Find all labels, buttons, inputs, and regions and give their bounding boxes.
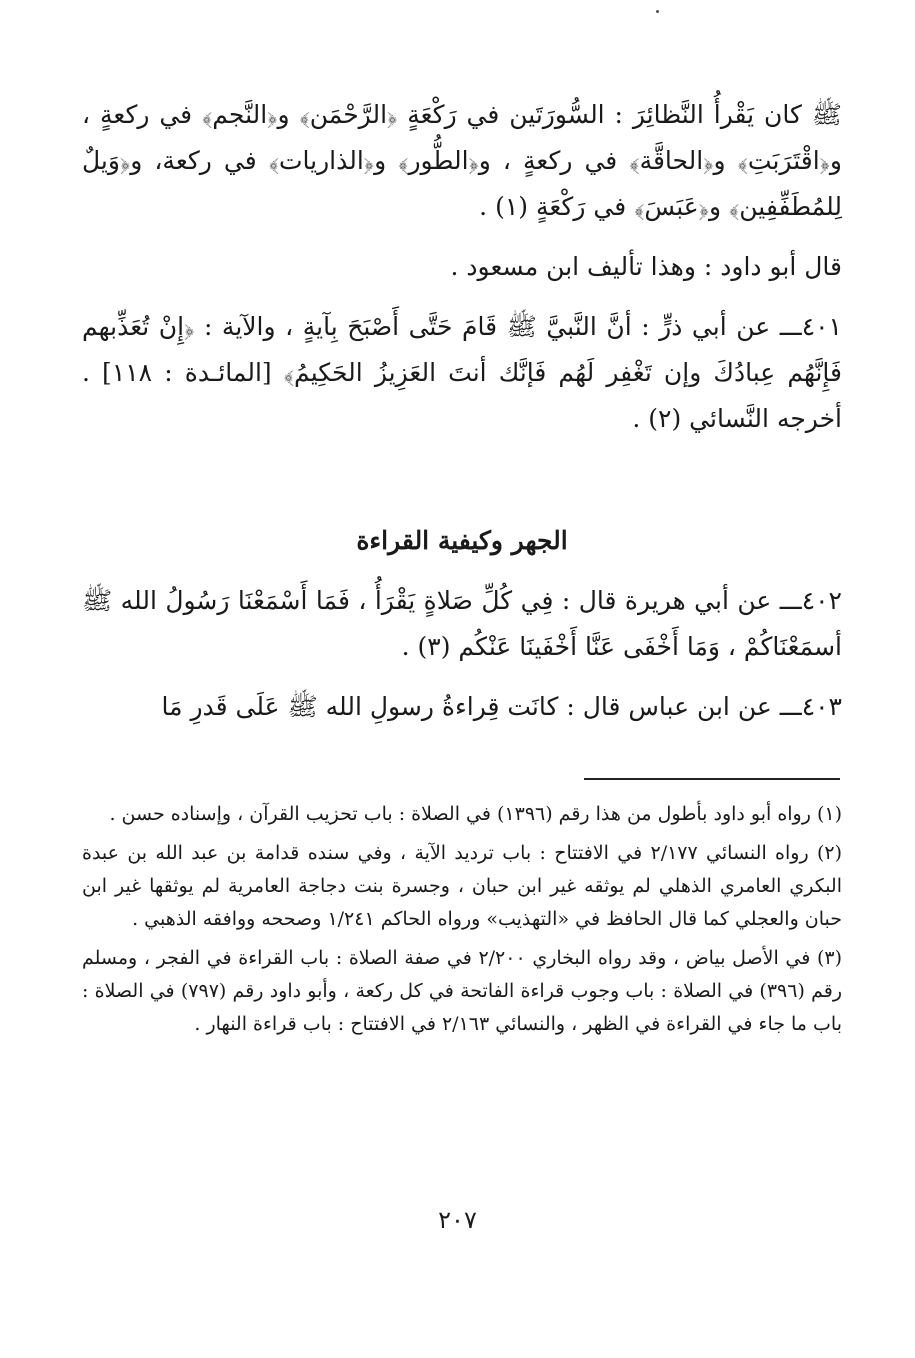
section-text [82,578,842,730]
footnote-2: (٢) رواه النسائي ٢/١٧٧ في الافتتاح : باب ترديد الآية ، وفي سنده قدامة بن عبد الله بن عبدة البكري العامري الذهلي لم يوثقه غير ابن حبان ، وجسرة بنت دجاجة العامرية لم يوثقها غير ابن حبان والعجلي كما قال الحافظ في «التهذيب» ورواه الحاكم ١/٢٤١ وصححه ووافقه الذهبي . [82,842,842,930]
main-text [82,92,842,442]
footnote-3: (٣) في الأصل بياض ، وقد رواه البخاري ٢/٢٠٠ في صفة الصلاة : باب القراءة في الفجر ، ومسلم رقم (٣٩٦) في الصلاة : باب وجوب قراءة الفاتحة في كل ركعة ، وأبو داود رقم (٧٩٧) في الصلاة : باب ما جاء في القراءة في الظهر ، والنسائي ٢/١٦٣ في الافتتاح : باب قراءة النهار . [82,947,843,1035]
hadith-403: ٤٠٣ـــ عن ابن عباس قال : كانَت قِراءةُ رسولِ الله ﷺ عَلَى قَدرِ مَا [161,692,842,721]
section-heading: الجهر وكيفية القراءة [356,526,568,555]
footnote-1: (١) رواه أبو داود بأطول من هذا رقم (١٣٩٦) في الصلاة : باب تحزيب القرآن ، وإسناده حسن . [109,803,842,825]
page-number: ٢٠٧ [438,1206,477,1234]
paragraph-continuation: ﷺ كان يَقْرأُ النَّظائِرَ : السُّورَتَين في رَكْعَةٍ ﴿الرَّحْمَن﴾ و﴿النَّجم﴾ في ركعةٍ ، و﴿اقْتَرَبَتِ﴾ و﴿الحاقَّة﴾ في ركعةٍ ، و﴿الطُّور﴾ و﴿الذاريات﴾ في ركعة، و﴿وَيلٌ لِلمُطَفِّفِين﴾ و﴿عَبَسَ﴾ في رَكْعَةٍ (١) . [82,100,842,221]
hadith-401: ٤٠١ـــ عن أبي ذرٍّ : أنَّ النَّبيَّ ﷺ قَامَ حَتَّى أَصْبَحَ بِآيةٍ ، والآية : ﴿إِنْ تُعَذِّبهم فَإِنَّهُم عِبادُكَ وإن تَغْفِر لَهُم فَإنَّك أنتَ العَزِيزُ الحَكِيمُ﴾ [المائـدة : ١١٨] . أخرجه النَّسائي (٢) . [82,312,843,433]
paragraph-abu-dawud-note: قال أبو داود : وهذا تأليف ابن مسعود . [450,252,842,281]
footnotes [82,798,842,1047]
footnote-divider [584,778,840,780]
hadith-402: ٤٠٢ـــ عن أبي هريرة قال : فِي كُلِّ صَلاةٍ يَقْرَأُ ، فَمَا أَسْمَعْنَا رَسُولُ الله ﷺ أسمَعْنَاكُمْ ، وَمَا أَخْفَى عَنَّا أَخْفَينَا عَنْكُم (٣) . [82,586,842,661]
scan-speck [656,10,659,13]
